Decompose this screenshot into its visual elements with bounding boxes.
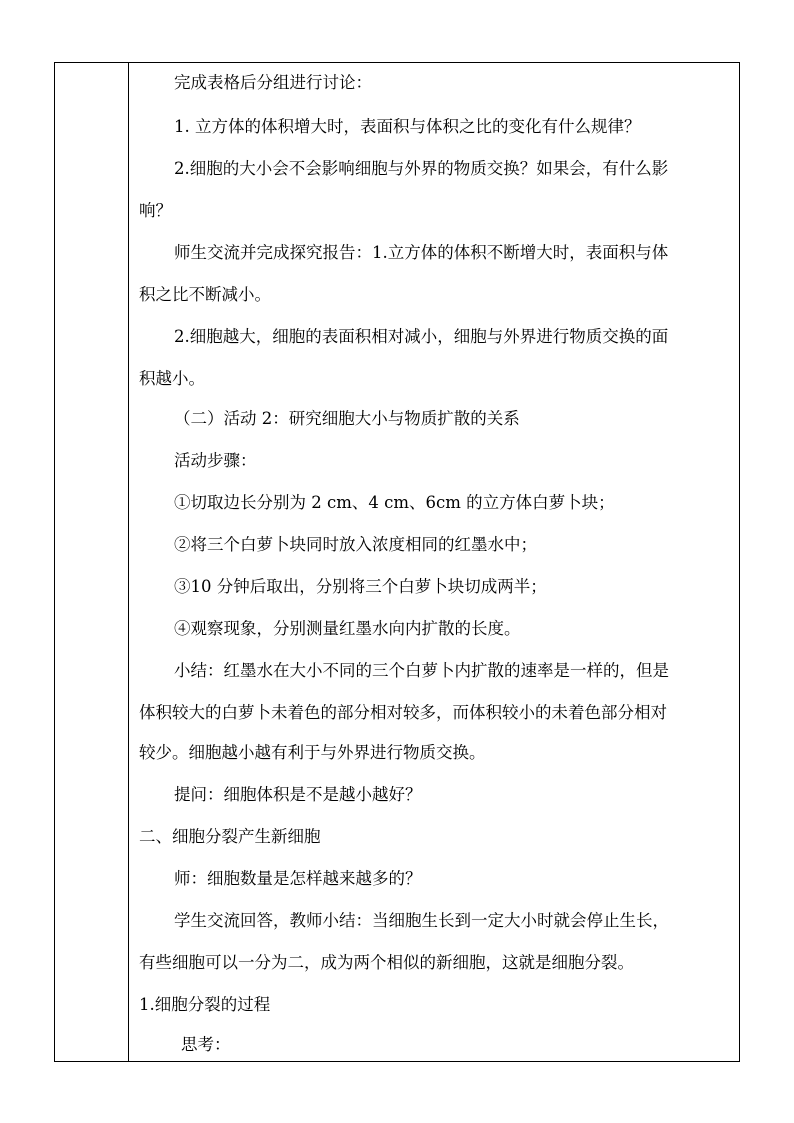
text-line: 积之比不断减小。: [139, 285, 271, 304]
text-line: 2.细胞的大小会不会影响细胞与外界的物质交换？如果会，有什么影: [174, 159, 669, 178]
table-content-column: [129, 63, 739, 1061]
text-line: 1. 立方体的体积增大时，表面积与体积之比的变化有什么规律？: [174, 117, 641, 136]
text-line: ①切取边长分别为 2 cm、4 cm、6cm 的立方体白萝卜块；: [174, 493, 615, 512]
text-line: 积越小。: [139, 369, 205, 388]
text-line: 2.细胞越大，细胞的表面积相对减小，细胞与外界进行物质交换的面: [174, 327, 669, 346]
text-line: 响？: [139, 201, 172, 220]
text-line: ②将三个白萝卜块同时放入浓度相同的红墨水中；: [174, 535, 537, 554]
text-line: 有些细胞可以一分为二，成为两个相似的新细胞，这就是细胞分裂。: [139, 953, 634, 972]
text-line: ③10 分钟后取出，分别将三个白萝卜块切成两半；: [174, 577, 547, 596]
text-line: 提问：细胞体积是不是越小越好？: [174, 785, 422, 804]
text-line: 活动步骤：: [174, 451, 257, 470]
text-line: ④观察现象，分别测量红墨水向内扩散的长度。: [174, 619, 521, 638]
text-line: 师：细胞数量是怎样越来越多的？: [174, 869, 422, 888]
text-line: 体积较大的白萝卜未着色的部分相对较多，而体积较小的未着色部分相对: [139, 703, 667, 722]
lesson-table: [54, 62, 740, 1062]
text-line: 较少。细胞越小越有利于与外界进行物质交换。: [139, 743, 486, 762]
section-heading: 二、细胞分裂产生新细胞: [139, 827, 321, 846]
table-left-column: [55, 63, 129, 1061]
text-line: 师生交流并完成探究报告：1.立方体的体积不断增大时，表面积与体: [174, 243, 669, 262]
text-line: 完成表格后分组进行讨论：: [174, 73, 372, 92]
text-line: 思考：: [181, 1035, 231, 1054]
subsection-heading: 1.细胞分裂的过程: [139, 995, 271, 1014]
text-line: 学生交流回答，教师小结：当细胞生长到一定大小时就会停止生长，: [174, 911, 669, 930]
text-line: 小结：红墨水在大小不同的三个白萝卜内扩散的速率是一样的，但是: [174, 661, 669, 680]
text-line: （二）活动 2：研究细胞大小与物质扩散的关系: [174, 409, 520, 428]
